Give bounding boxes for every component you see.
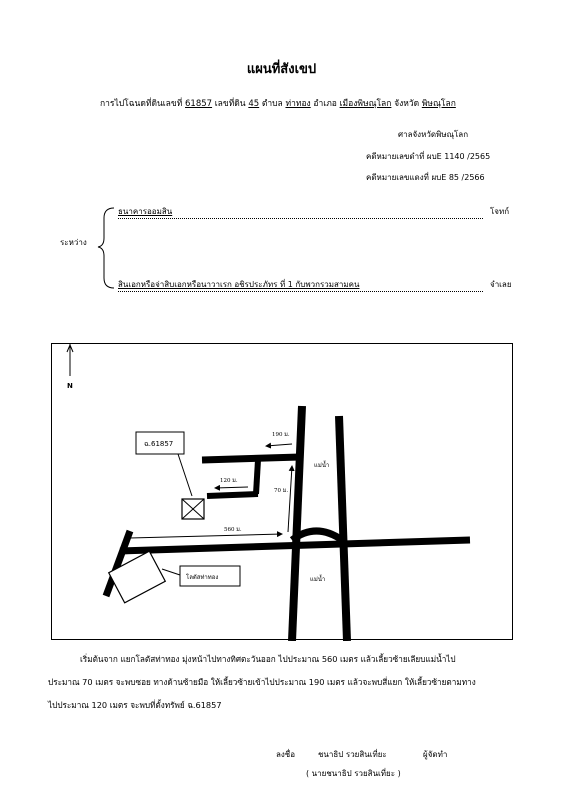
river-label-upper: แม่น้ำ xyxy=(314,462,330,469)
dist-120: 120 ม. xyxy=(220,478,238,484)
deed-number: 61857 xyxy=(185,99,213,109)
defendant-name: สินเอกหรือจ่าสิบเอกหรือนาวาเรก อชิรประภัทร ที่ 1 กับพวกรวมสามคน xyxy=(118,280,360,289)
parcel-label-tambon: ตำบล xyxy=(259,99,286,109)
arrow-560 xyxy=(130,534,282,538)
signature-name: ชนาธิป รวยสินเที่ยะ xyxy=(318,750,387,759)
map-drawing xyxy=(52,344,514,641)
dist-70: 70 ม. xyxy=(274,488,289,494)
deed-label: ฉ.61857 xyxy=(144,440,174,448)
dist-560: 560 ม. xyxy=(224,527,242,533)
brace-bracket xyxy=(96,204,120,290)
parcel-label-province: จังหวัด xyxy=(391,99,422,109)
soi-lower xyxy=(207,494,258,496)
black-case-number: คดีหมายเลขดำที่ ผบE 1140 /2565 xyxy=(366,152,491,161)
defendant-role: จำเลย xyxy=(490,280,512,289)
description-line-1: เริ่มต้นจาก แยกโลตัสท่าทอง มุ่งหน้าไปทางทิศตะวันออก ไปประมาณ 560 เมตร แล้วเลี้ยวซ้ายเลียบแม่น้ำไป xyxy=(80,654,456,664)
arrow-190 xyxy=(266,444,292,446)
lotus-pointer xyxy=(162,569,180,575)
signature-label: ลงชื่อ xyxy=(276,750,296,759)
tambon-value: ท่าทอง xyxy=(285,99,311,109)
plaintiff-name: ธนาคารออมสิน xyxy=(118,207,173,216)
land-number: 45 xyxy=(248,99,260,109)
river-label-lower: แม่น้ำ xyxy=(310,576,326,583)
arrow-120 xyxy=(215,487,248,488)
parcel-line xyxy=(100,96,456,110)
parcel-label-deed: การไปโฉนดที่ดินเลขที่ xyxy=(100,99,186,109)
court-name: ศาลจังหวัดพิษณุโลก xyxy=(398,130,469,139)
soi-branch xyxy=(256,460,258,494)
sketch-map xyxy=(51,343,513,640)
lotus-label: โลตัสท่าทอง xyxy=(186,574,219,581)
province-value: พิษณุโลก xyxy=(421,99,456,109)
parcel-label-amphoe: อำเภอ xyxy=(310,99,340,109)
between-label: ระหว่าง xyxy=(60,238,87,247)
description-line-2: ประมาณ 70 เมตร จะพบซอย ทางด้านซ้ายมือ ให้เลี้ยวซ้ายเข้าไปประมาณ 190 เมตร แล้วจะพบสี่แยก ให้เลี้ยวซ้ายตามทาง xyxy=(48,677,476,687)
red-case-number: คดีหมายเลขแดงที่ ผบE 85 /2566 xyxy=(366,173,485,182)
bridge-arc xyxy=(292,531,342,540)
deed-label-pointer xyxy=(178,454,192,496)
plaintiff-line xyxy=(118,205,483,219)
river-road-right xyxy=(339,416,347,641)
signature-role: ผู้จัดทำ xyxy=(423,750,448,759)
river-road-left xyxy=(292,406,302,641)
dist-190: 190 ม. xyxy=(272,432,290,438)
description-line-3: ไปประมาณ 120 เมตร จะพบที่ตั้งทรัพย์ ฉ.61857 xyxy=(48,700,222,710)
parcel-label-land: เลขที่ดิน xyxy=(212,99,249,109)
defendant-line xyxy=(118,278,483,292)
north-label: N xyxy=(67,382,73,390)
page-title: แผนที่สังเขป xyxy=(246,62,317,77)
signature-printed-name: ( นายชนาธิป รวยสินเที่ยะ ) xyxy=(306,769,401,778)
arrow-70 xyxy=(288,466,292,532)
soi-upper xyxy=(202,457,300,460)
amphoe-value: เมืองพิษณุโลก xyxy=(339,99,392,109)
plaintiff-role: โจทก์ xyxy=(490,207,510,216)
